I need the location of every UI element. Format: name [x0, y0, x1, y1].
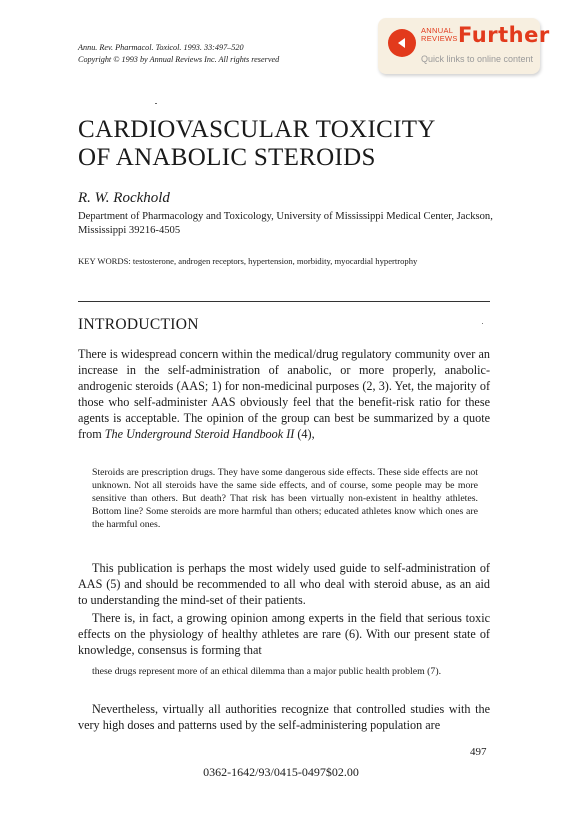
stray-dot — [482, 323, 483, 324]
keywords-list: testosterone, androgen receptors, hypertension, morbidity, myocardial hypertrophy — [132, 256, 418, 266]
play-left-icon — [388, 29, 416, 57]
stray-mark — [155, 103, 157, 104]
further-badge[interactable] — [378, 18, 550, 74]
keywords-label: KEY WORDS: — [78, 256, 131, 266]
author-name: R. W. Rockhold — [78, 190, 170, 206]
journal-citation — [78, 42, 279, 66]
annual-reviews-label: ANNUAL REVIEWS — [421, 26, 458, 43]
author-affiliation: Department of Pharmacology and Toxicology, University of Mississippi Medical Center, Jackson, Mississippi 39216-4505 — [78, 211, 493, 236]
handbook-title: The Underground Steroid Handbook II — [104, 427, 295, 441]
article-code: 0362-1642/93/0415-0497$02.00 — [203, 765, 359, 779]
article-title: CARDIOVASCULAR TOXICITY OF ANABOLIC STEROIDS — [78, 116, 436, 171]
citation-line-2: Copyright © 1993 by Annual Reviews Inc. All rights reserved — [78, 55, 280, 64]
section-divider — [78, 301, 490, 302]
section-heading: INTRODUCTION — [78, 316, 199, 333]
page-number: 497 — [470, 746, 487, 758]
block-quote-1: Steroids are prescription drugs. They have some dangerous side effects. These side effects are not unknown. Not all steroids have the same side effects, and of course, some people may be more sensitive than others. But death? That risk has been virtually non-existent in healthy athletes. Bottom line? Some steroids are more harmful than others; educated athletes know which ones are the harmful ones. — [92, 467, 478, 530]
badge-tagline: Quick links to online content — [421, 54, 534, 64]
paragraph-4: Nevertheless, virtually all authorities recognize that controlled studies with the very high doses and patterns used by the self-administering population are — [78, 702, 490, 732]
further-label: Further — [458, 23, 550, 47]
paragraph-1: There is widespread concern within the medical/drug regulatory community over an increase in the self-administration of anabolic, or more properly, anabolic-androgenic steroids (AAS; 1) for non-medicinal purposes (2, 3). Yet, the majority of those who self-administer AAS obviously feel that the benefit-risk ratio for these agents is acceptable. The opinion of the group can best be summarized by a quote from The Underground Steroid Handbook II (4), — [78, 347, 490, 441]
paragraph-2: This publication is perhaps the most widely used guide to self-administration of AAS (5) and should be recommended to all who deal with steroid abuse, as an aid to understanding the mind-set of their patients. — [78, 561, 490, 607]
block-quote-2: these drugs represent more of an ethical dilemma than a major public health problem (7). — [92, 666, 442, 677]
keywords — [78, 255, 498, 268]
paragraph-3: There is, in fact, a growing opinion among experts in the field that serious toxic effects on the physiology of healthy athletes are rare (6). With our present state of knowledge, consensus is forming that — [78, 611, 490, 657]
citation-line-1: Annu. Rev. Pharmacol. Toxicol. 1993. 33:497–520 — [78, 43, 244, 52]
